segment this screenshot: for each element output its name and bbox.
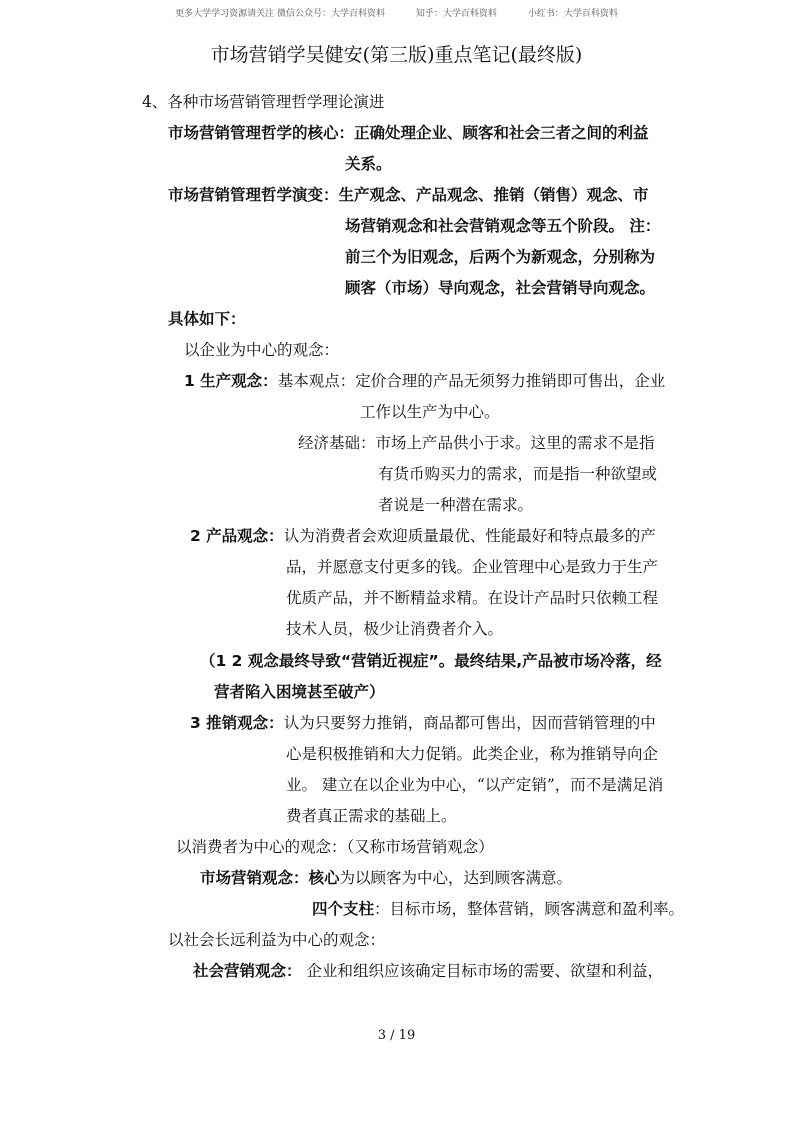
selling-concept-line-3: 业。 建立在以企业为中心，“以产定销”，而不是满足消 (286, 776, 664, 794)
four-pillars-label: 四个支柱 (312, 900, 375, 918)
marketing-concept-text: 为以顾客为中心，达到顾客满意。 (339, 869, 573, 887)
consumer-centered-heading: 以消费者为中心的观念：（又称市场营销观念） (176, 838, 494, 856)
production-basis-line-2: 有货币购买力的需求，而是指一种欲望或 (378, 465, 658, 483)
societal-marketing-text: 企业和组织应该确定目标市场的需要、欲望和利益， (301, 962, 663, 980)
product-concept-line-3: 优质产品，并不断精益求精。在设计产品时只依赖工程 (286, 589, 659, 607)
marketing-concept-core: 核心 (308, 869, 340, 887)
product-concept-line-2: 品，并愿意支付更多的钱。企业管理中心是致力于生产 (286, 558, 659, 576)
evolution-line-1: 市场营销管理哲学演变：生产观念、产品观念、推销（销售）观念、市 (168, 186, 649, 204)
evolution-line-3: 前三个为旧观念，后两个为新观念，分别称为 (345, 248, 656, 266)
page-header (0, 6, 793, 19)
evolution-line-2: 场营销观念和社会营销观念等五个阶段。 注： (345, 217, 661, 235)
selling-concept-line-4: 费者真正需求的基础上。 (286, 807, 457, 825)
selling-concept-line-1 (190, 713, 656, 733)
page-number: 3 / 19 (377, 1028, 416, 1043)
society-centered-heading: 以社会长远利益为中心的观念： (168, 931, 386, 949)
header-wechat: 更多大学学习资源请关注 微信公众号：大学百科资料 (175, 9, 386, 19)
core-line-1: 市场营销管理哲学的核心：正确处理企业、顾客和社会三者之间的利益 (168, 124, 649, 142)
header-xiaohongshu: 小红书：大学百科资料 (527, 9, 618, 19)
myopia-note-line-2: 营者陷入困境甚至破产） (214, 683, 385, 701)
production-concept-line-2: 工作以生产为中心。 (360, 403, 500, 421)
details-heading: 具体如下： (168, 310, 246, 328)
product-concept-line-4: 技术人员，极少让消费者介入。 (286, 620, 504, 638)
societal-marketing-label: 社会营销观念： (193, 962, 302, 980)
evolution-line-4: 顾客（市场）导向观念，社会营销导向观念。 (345, 279, 656, 297)
myopia-note-line-1: （1 2 观念最终导致“营销近视症”。最终结果,产品被市场冷落，经 (200, 652, 662, 670)
marketing-concept-line (200, 868, 572, 888)
selling-concept-text: 认为只要努力推销，商品都可售出，因而营销管理的中 (283, 714, 656, 732)
production-concept-text: 基本观点：定价合理的产品无须努力推销即可售出，企业 (277, 372, 666, 390)
production-basis-line-3: 者说是一种潜在需求。 (378, 496, 534, 514)
production-concept-label: 1 生产观念： (184, 372, 278, 390)
marketing-concept-label: 市场营销观念： (200, 869, 309, 887)
four-pillars-text: ：目标市场，整体营销，顾客满意和盈利率。 (374, 900, 685, 918)
header-zhihu: 知乎：大学百科资料 (415, 9, 497, 19)
selling-concept-line-2: 心是积极推销和大力促销。此类企业，称为推销导向企 (286, 745, 659, 763)
enterprise-centered-heading: 以企业为中心的观念： (184, 341, 340, 359)
page-title: 市场营销学吴健安(第三版)重点笔记(最终版) (210, 44, 583, 66)
product-concept-label: 2 产品观念： (190, 527, 284, 545)
four-pillars-line (312, 899, 684, 919)
production-concept-line-1 (184, 371, 665, 391)
section-heading: 4、各种市场营销管理哲学理论演进 (142, 93, 385, 111)
production-basis-line-1: 经济基础：市场上产品供小于求。这里的需求不是指 (298, 434, 655, 452)
product-concept-text: 认为消费者会欢迎质量最优、性能最好和特点最多的产 (283, 527, 656, 545)
societal-marketing-line (193, 961, 663, 981)
core-line-2: 关系。 (345, 155, 392, 173)
product-concept-line-1 (190, 526, 656, 546)
selling-concept-label: 3 推销观念： (190, 714, 284, 732)
